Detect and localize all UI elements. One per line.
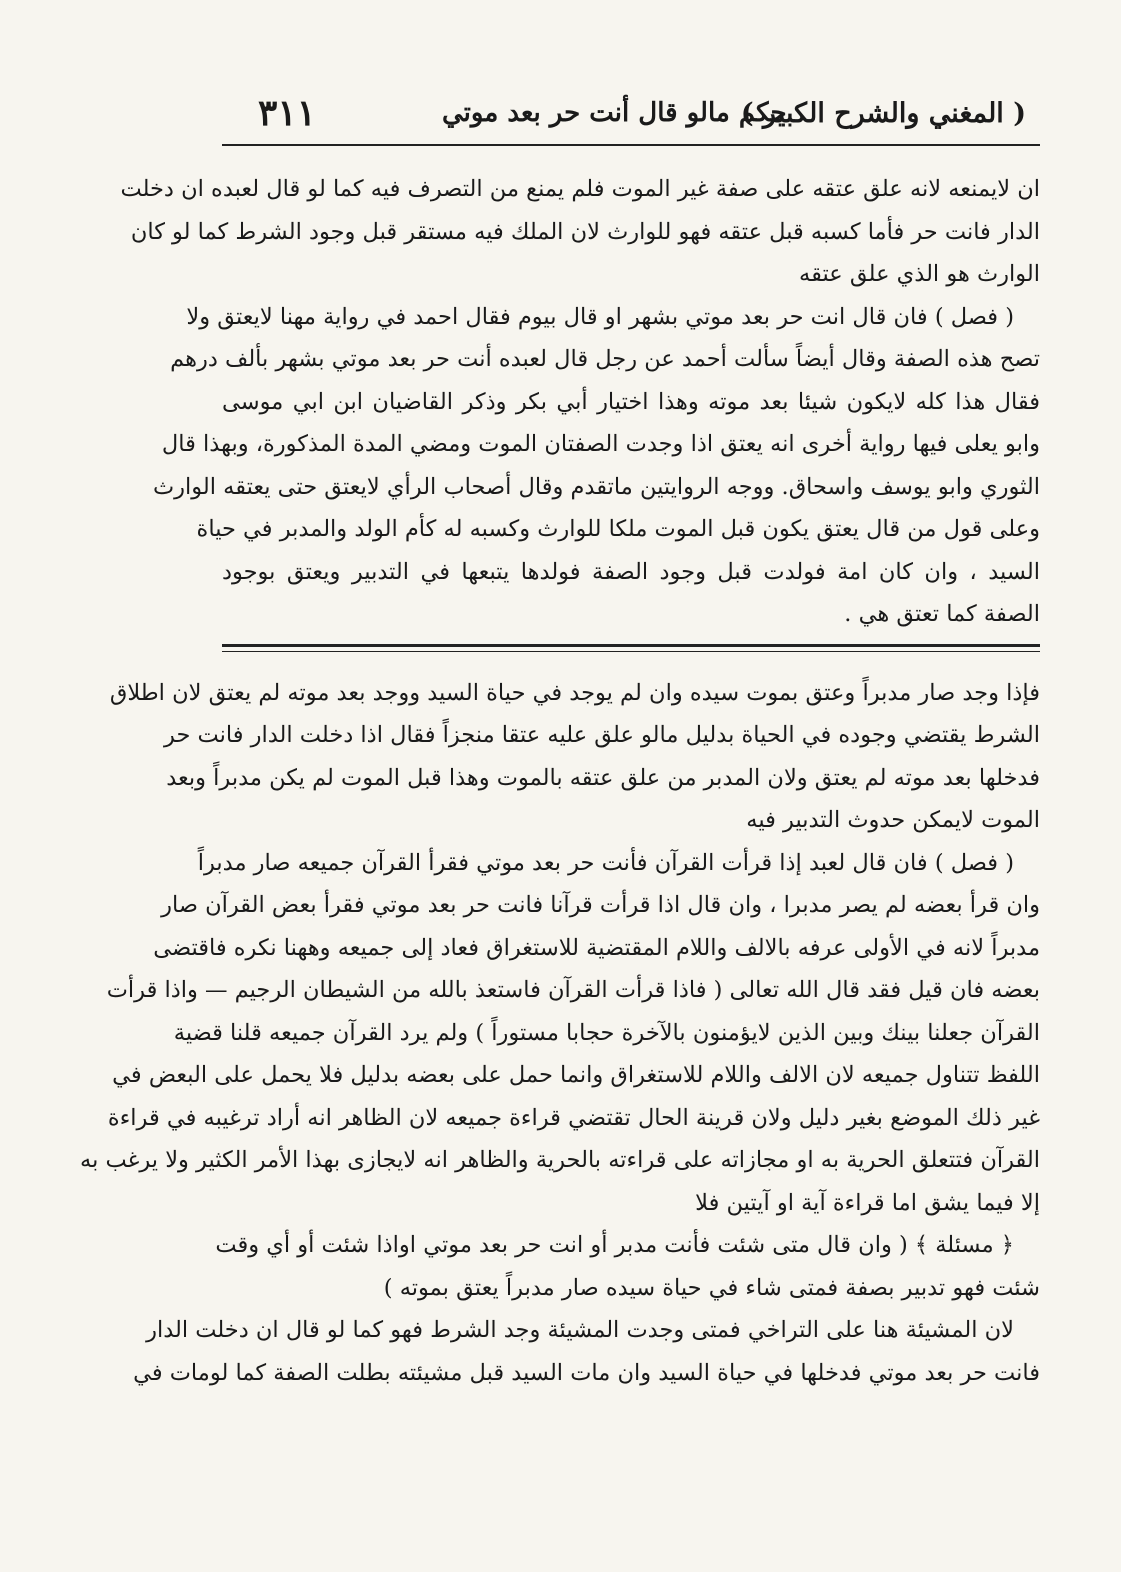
text-line: فدخلها بعد موته لم يعتق ولان المدبر من علق عتقه بالموت وهذا قبل الموت لم يكن مدبراً وبعد bbox=[166, 764, 1040, 791]
text-line: غير ذلك الموضع بغير دليل ولان قرينة الحال تقتضي قراءة جميعه لان الظاهر انه أراد ترغيبه في قراءة bbox=[107, 1104, 1040, 1131]
text-line: مدبراً لانه في الأولى عرفه بالالف واللام المقتضية للاستغراق فعاد إلى جميعه وههنا نكره فاقتضى bbox=[153, 934, 1040, 961]
text-line: شئت فهو تدبير بصفة فمتى شاء في حياة سيده صار مدبراً يعتق بموته ) bbox=[383, 1274, 1040, 1301]
text-line: الثوري وابو يوسف واسحاق. ووجه الروايتين ماتقدم وقال أصحاب الرأي لايعتق حتى يعتقه الوارث bbox=[152, 473, 1040, 500]
upper-text-block bbox=[120, 168, 1040, 636]
text-line: الشرط يقتضي وجوده في الحياة بدليل مالو علق عليه عتقا منجزاً فقال اذا دخلت الدار فانت حر bbox=[164, 722, 1040, 748]
text-line: لان المشيئة هنا على التراخي فمتى وجدت المشيئة وجد الشرط فهو كما لو قال ان دخلت الدار bbox=[146, 1317, 1014, 1343]
section-title: حكم مالو قال أنت حر بعد موتي bbox=[442, 98, 787, 128]
book-page bbox=[80, 86, 1040, 1394]
text-line: بعضه فان قيل فقد قال الله تعالى ( فاذا قرأت القرآن فاستعذ بالله من الشيطان الرجيم — واذا قرأت bbox=[106, 977, 1040, 1003]
book-title: ( المغني والشرح الكبير ) bbox=[740, 98, 1026, 129]
text-line: القرآن جعلنا بينك وبين الذين لايؤمنون بالآخرة حجابا مستوراً ) ولم يرد القرآن جميعه قلنا قضية bbox=[173, 1019, 1040, 1046]
text-line: ﴿ مسئلة ﴾ ( وان قال متى شئت فأنت مدبر أو انت حر بعد موتي اواذا شئت أو أي وقت bbox=[215, 1232, 1014, 1258]
text-line: ( فصل ) فان قال لعبد إذا قرأت القرآن فأنت حر بعد موتي فقرأ القرآن جميعه صار مدبراً bbox=[197, 849, 1014, 876]
text-line: وعلى قول من قال يعتق يكون قبل الموت ملكا للوارث وكسبه له كأم الولد والمدبر في حياة bbox=[196, 516, 1040, 542]
text-line: ان لايمنعه لانه علق عتقه على صفة غير الموت فلم يمنع من التصرف فيه كما لو قال لعبده ان دخلت bbox=[120, 176, 1040, 202]
text-line: ( فصل ) فان قال انت حر بعد موتي بشهر او قال بيوم فقال احمد في رواية مهنا لايعتق ولا bbox=[186, 303, 1014, 330]
page-header bbox=[222, 86, 1040, 148]
page-number: ٣١١ bbox=[258, 92, 317, 134]
text-line: إلا فيما يشق اما قراءة آية او آيتين فلا bbox=[695, 1189, 1040, 1216]
text-line: تصح هذه الصفة وقال أيضاً سألت أحمد عن رجل قال لعبده أنت حر بعد موتي بشهر بألف درهم bbox=[170, 346, 1040, 372]
lower-text-block bbox=[80, 672, 1040, 1395]
text-line: الصفة كما تعتق هي . bbox=[844, 601, 1040, 627]
text-line: فقال هذا كله لايكون شيئا بعد موته وهذا اختيار أبي بكر وذكر القاضيان ابن ابي موسى bbox=[222, 388, 1040, 415]
text-line: السيد ، وان كان امة فولدت قبل وجود الصفة فولدها يتبعها في التدبير ويعتق بوجود bbox=[222, 558, 1040, 585]
text-line: فإذا وجد صار مدبراً وعتق بموت سيده وان لم يوجد في حياة السيد ووجد بعد موته لم يعتق لان اطلاق bbox=[109, 679, 1040, 706]
text-line: الدار فانت حر فأما كسبه قبل عتقه فهو للوارث لان الملك فيه مستقر قبل وجود الشرط كما لو كان bbox=[130, 218, 1040, 245]
section-divider bbox=[222, 640, 1040, 658]
text-line: الموت لايمكن حدوث التدبير فيه bbox=[746, 807, 1040, 833]
text-line: وان قرأ بعضه لم يصر مدبرا ، وان قال اذا قرأت قرآنا فانت حر بعد موتي فقرأ بعض القرآن صار bbox=[161, 892, 1040, 918]
text-line: فانت حر بعد موتي فدخلها في حياة السيد وان مات السيد قبل مشيئته بطلت الصفة كما لومات في bbox=[133, 1359, 1040, 1386]
text-line: الوارث هو الذي علق عتقه bbox=[799, 261, 1040, 287]
text-line: القرآن فتتعلق الحرية به او مجازاته على قراءته بالحرية والظاهر انه لايجازى بهذا الأمر الكثير ولا يرغب به bbox=[80, 1147, 1040, 1173]
text-line: اللفظ تتناول جميعه لان الالف واللام للاستغراق وانما حمل على بعضه بدليل فلا يحمل على البعض في bbox=[112, 1062, 1040, 1088]
header-rule bbox=[222, 144, 1040, 146]
text-line: وابو يعلى فيها رواية أخرى انه يعتق اذا وجدت الصفتان الموت ومضي المدة المذكورة، وبهذا قال bbox=[161, 431, 1040, 457]
